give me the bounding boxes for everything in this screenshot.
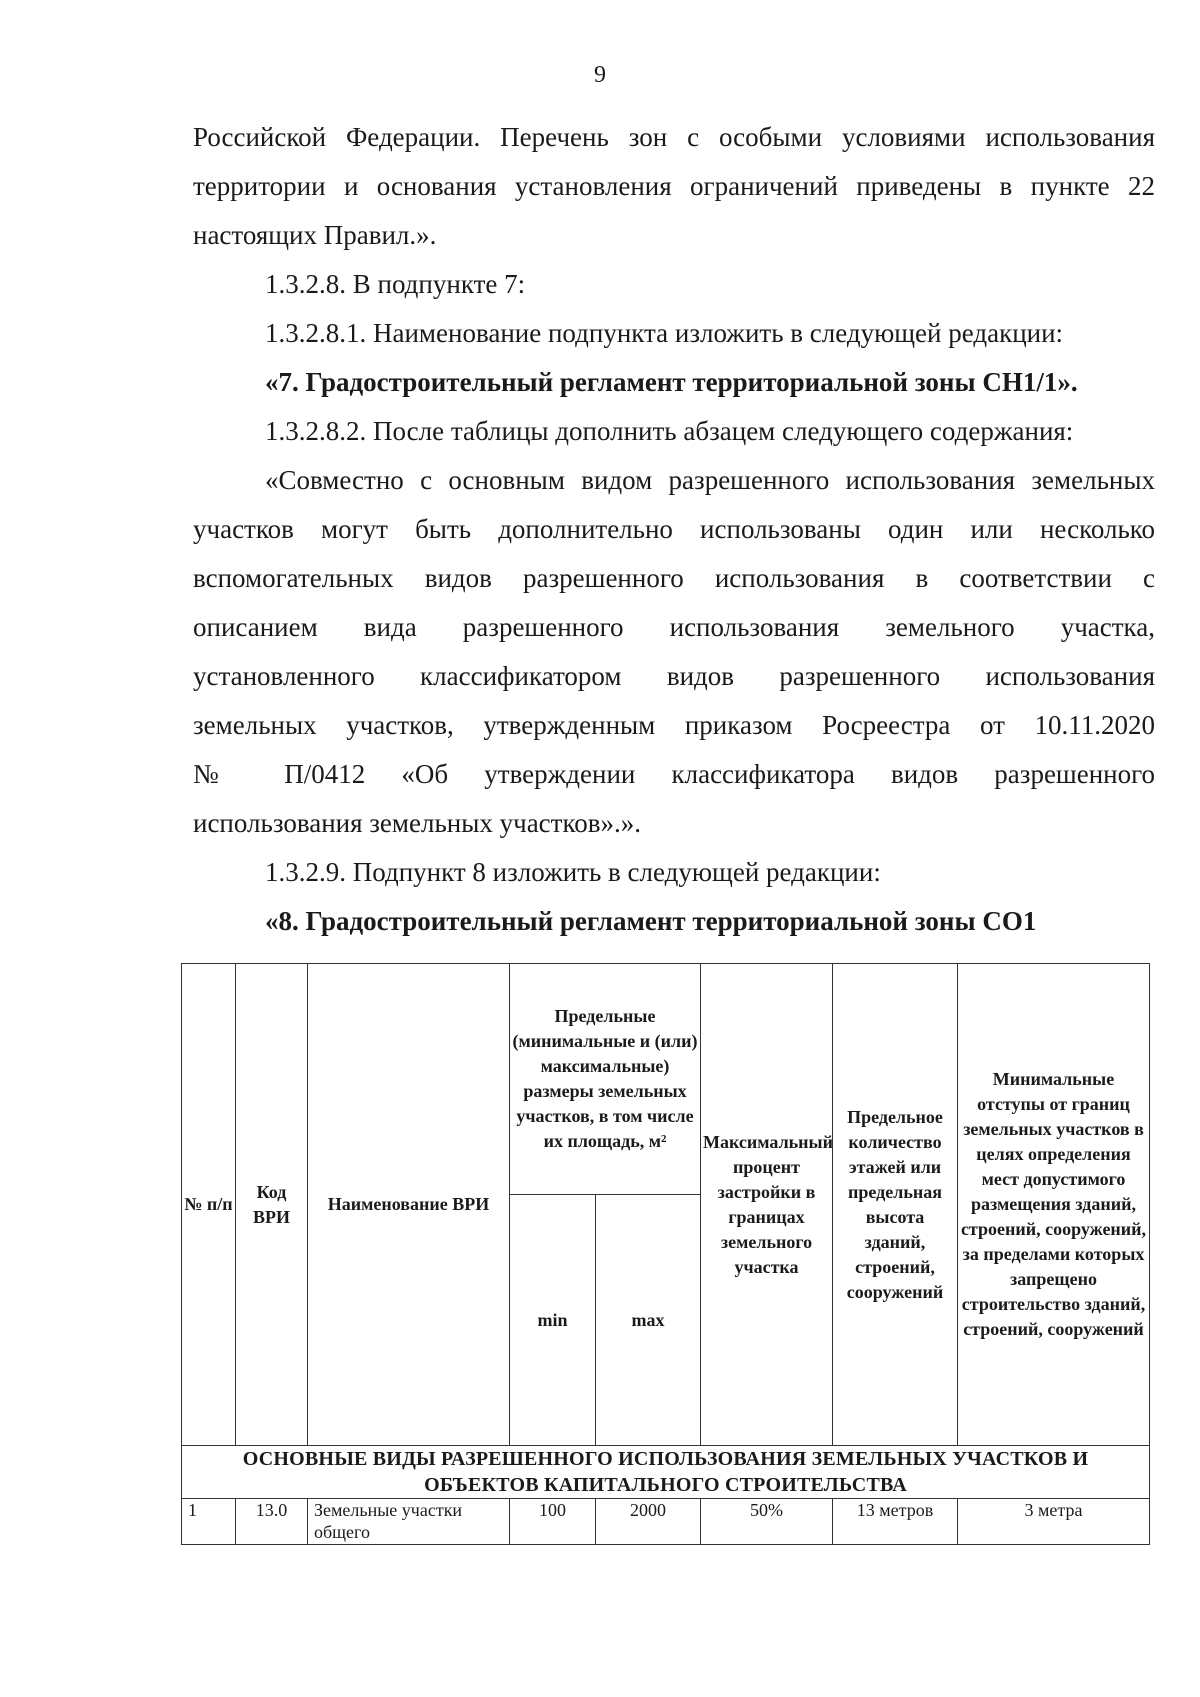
cell-max: 2000 (596, 1499, 701, 1545)
text-line: установленного классификатором видов разрешенного использования (193, 661, 1155, 691)
text-line: земельных участков, утвержденным приказом Росреестра от 10.11.2020 (193, 710, 1155, 740)
text-line: использования земельных участков».». (193, 808, 641, 838)
cell-floors: 13 метров (833, 1499, 958, 1545)
body-text (193, 113, 1155, 946)
clause-1-3-2-8-1: 1.3.2.8.1. Наименование подпункта изложить в следующей редакции: (265, 318, 1064, 348)
text-line: настоящих Правил.». (193, 220, 437, 250)
header-percent: Максимальный процент застройки в границах земельного участка (701, 964, 833, 1446)
text-line: № П/0412 «Об утверждении классификатора видов разрешенного (193, 759, 1155, 789)
cell-name (308, 1499, 510, 1545)
clause-1-3-2-9: 1.3.2.9. Подпункт 8 изложить в следующей редакции: (265, 857, 881, 887)
clause-1-3-2-8-2: 1.3.2.8.2. После таблицы дополнить абзацем следующего содержания: (265, 416, 1074, 446)
section-title: ОСНОВНЫЕ ВИДЫ РАЗРЕШЕННОГО ИСПОЛЬЗОВАНИЯ ЗЕМЕЛЬНЫХ УЧАСТКОВ И ОБЪЕКТОВ КАПИТАЛЬНОГО СТРОИТЕЛЬСТВА (182, 1446, 1150, 1499)
cell-num: 1 (182, 1499, 236, 1545)
cell-min: 100 (510, 1499, 596, 1545)
header-num: № п/п (182, 964, 236, 1446)
header-max: max (596, 1195, 701, 1446)
cell-percent: 50% (701, 1499, 833, 1545)
table-row (182, 1499, 1150, 1545)
header-name: Наименование ВРИ (308, 964, 510, 1446)
cell-setback: 3 метра (958, 1499, 1150, 1545)
cell-name-text: Земельные участки общего (314, 1500, 463, 1542)
text-line: описанием вида разрешенного использования земельного участка, (193, 612, 1155, 642)
text-line: вспомогательных видов разрешенного использования в соответствии с (193, 563, 1155, 593)
text-line: Российской Федерации. Перечень зон с особыми условиями использования (193, 122, 1155, 152)
header-setback: Минимальные отступы от границ земельных участков в целях определения мест допустимого размещения зданий, строений, сооружений, за пределами которых запрещено строительство зданий, строений, сооружений (958, 964, 1150, 1446)
text-line: участков могут быть дополнительно использованы один или несколько (193, 514, 1155, 544)
cell-code: 13.0 (236, 1499, 308, 1545)
header-floors: Предельное количество этажей или предельная высота зданий, строений, сооружений (833, 964, 958, 1446)
subclause-8-title: «8. Градостроительный регламент территориальной зоны СО1 (265, 906, 1037, 936)
subclause-7-title: «7. Градостроительный регламент территориальной зоны СН1/1». (265, 367, 1078, 397)
header-min: min (510, 1195, 596, 1446)
text-line: «Совместно с основным видом разрешенного использования земельных (265, 465, 1155, 495)
clause-1-3-2-8: 1.3.2.8. В подпункте 7: (265, 269, 526, 299)
page-number: 9 (594, 62, 606, 88)
header-size: Предельные (минимальные и (или) максимальные) размеры земельных участков, в том числе их площадь, м² (510, 964, 701, 1195)
header-code: Код ВРИ (236, 964, 308, 1446)
regulation-table (181, 963, 1150, 1545)
text-line: территории и основания установления ограничений приведены в пункте 22 (193, 171, 1155, 201)
